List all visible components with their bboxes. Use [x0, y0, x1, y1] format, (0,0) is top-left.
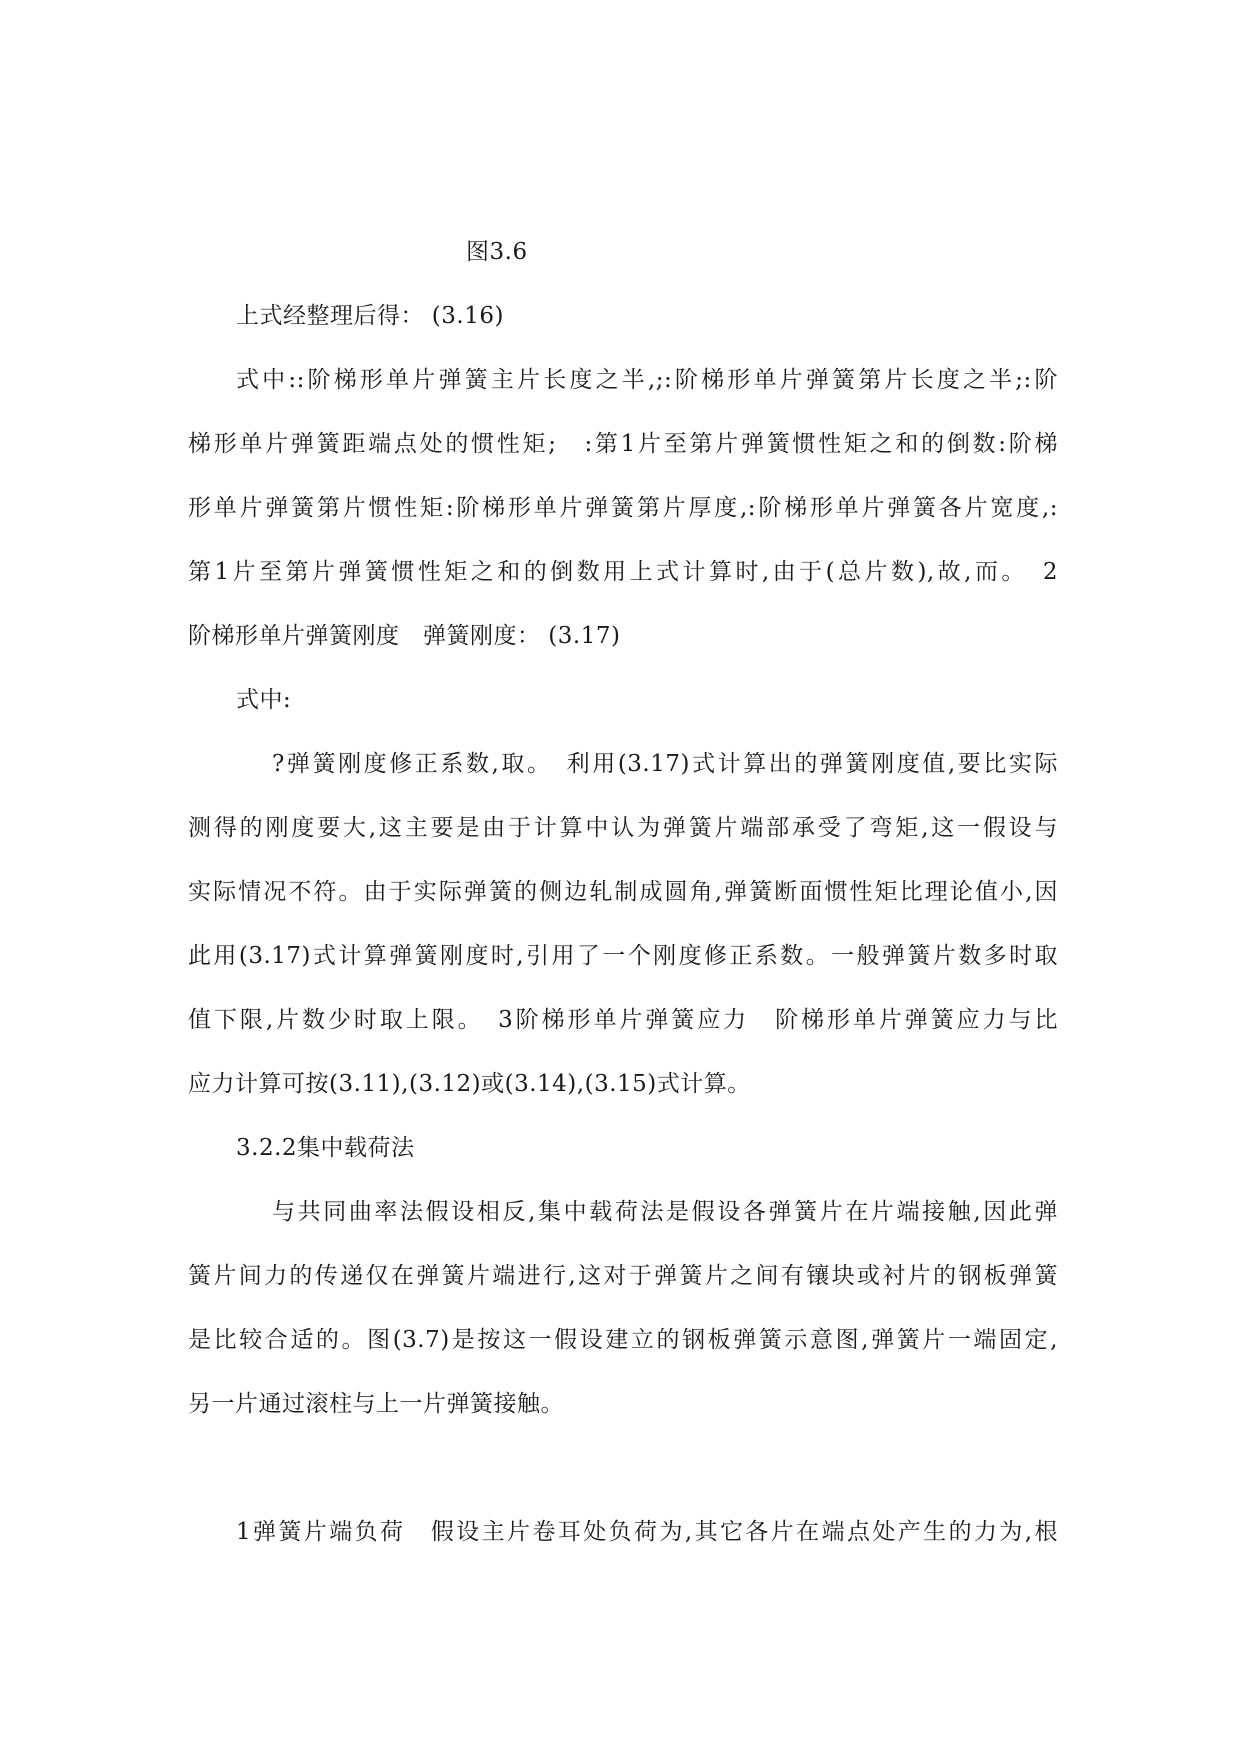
paragraph-line: 1弹簧片端负荷 假设主片卷耳处负荷为,其它各片在端点处产生的力为,根 [236, 1519, 1058, 1545]
paragraph-line: 另一片通过滚柱与上一片弹簧接触。 [188, 1391, 564, 1417]
paragraph-line: 是比较合适的。图(3.7)是按这一假设建立的钢板弹簧示意图,弹簧片一端固定, [188, 1327, 1058, 1353]
paragraph-line: 此用(3.17)式计算弹簧刚度时,引用了一个刚度修正系数。一般弹簧片数多时取 [188, 943, 1058, 969]
paragraph-line: 形单片弹簧第片惯性矩:阶梯形单片弹簧第片厚度,:阶梯形单片弹簧各片宽度,: [188, 495, 1058, 521]
paragraph-line: 与共同曲率法假设相反,集中载荷法是假设各弹簧片在片端接触,因此弹 [272, 1199, 1058, 1225]
paragraph-line: 测得的刚度要大,这主要是由于计算中认为弹簧片端部承受了弯矩,这一假设与 [188, 815, 1058, 841]
paragraph-line: 阶梯形单片弹簧刚度 弹簧刚度： (3.17) [188, 623, 621, 649]
section-heading: 3.2.2集中载荷法 [236, 1135, 415, 1161]
paragraph-line: 第1片至第片弹簧惯性矩之和的倒数用上式计算时,由于(总片数),故,而。 2 [188, 559, 1058, 585]
paragraph-line: 应力计算可按(3.11),(3.12)或(3.14),(3.15)式计算。 [188, 1071, 751, 1097]
paragraph-line: 梯形单片弹簧距端点处的惯性矩; :第1片至第片弹簧惯性矩之和的倒数:阶梯 [188, 431, 1058, 457]
paragraph-line: 式中::阶梯形单片弹簧主片长度之半,;:阶梯形单片弹簧第片长度之半;:阶 [236, 367, 1058, 393]
paragraph-line: 式中: [236, 687, 292, 713]
figure-caption: 图3.6 [466, 239, 528, 265]
paragraph-line: 簧片间力的传递仅在弹簧片端进行,这对于弹簧片之间有镶块或衬片的钢板弹簧 [188, 1263, 1058, 1289]
paragraph-line: 实际情况不符。由于实际弹簧的侧边轧制成圆角,弹簧断面惯性矩比理论值小,因 [188, 879, 1058, 905]
paragraph-line: 值下限,片数少时取上限。 3阶梯形单片弹簧应力 阶梯形单片弹簧应力与比 [188, 1007, 1058, 1033]
paragraph-line: 上式经整理后得： (3.16) [236, 303, 504, 329]
paragraph-line: ?弹簧刚度修正系数,取。 利用(3.17)式计算出的弹簧刚度值,要比实际 [272, 751, 1058, 777]
